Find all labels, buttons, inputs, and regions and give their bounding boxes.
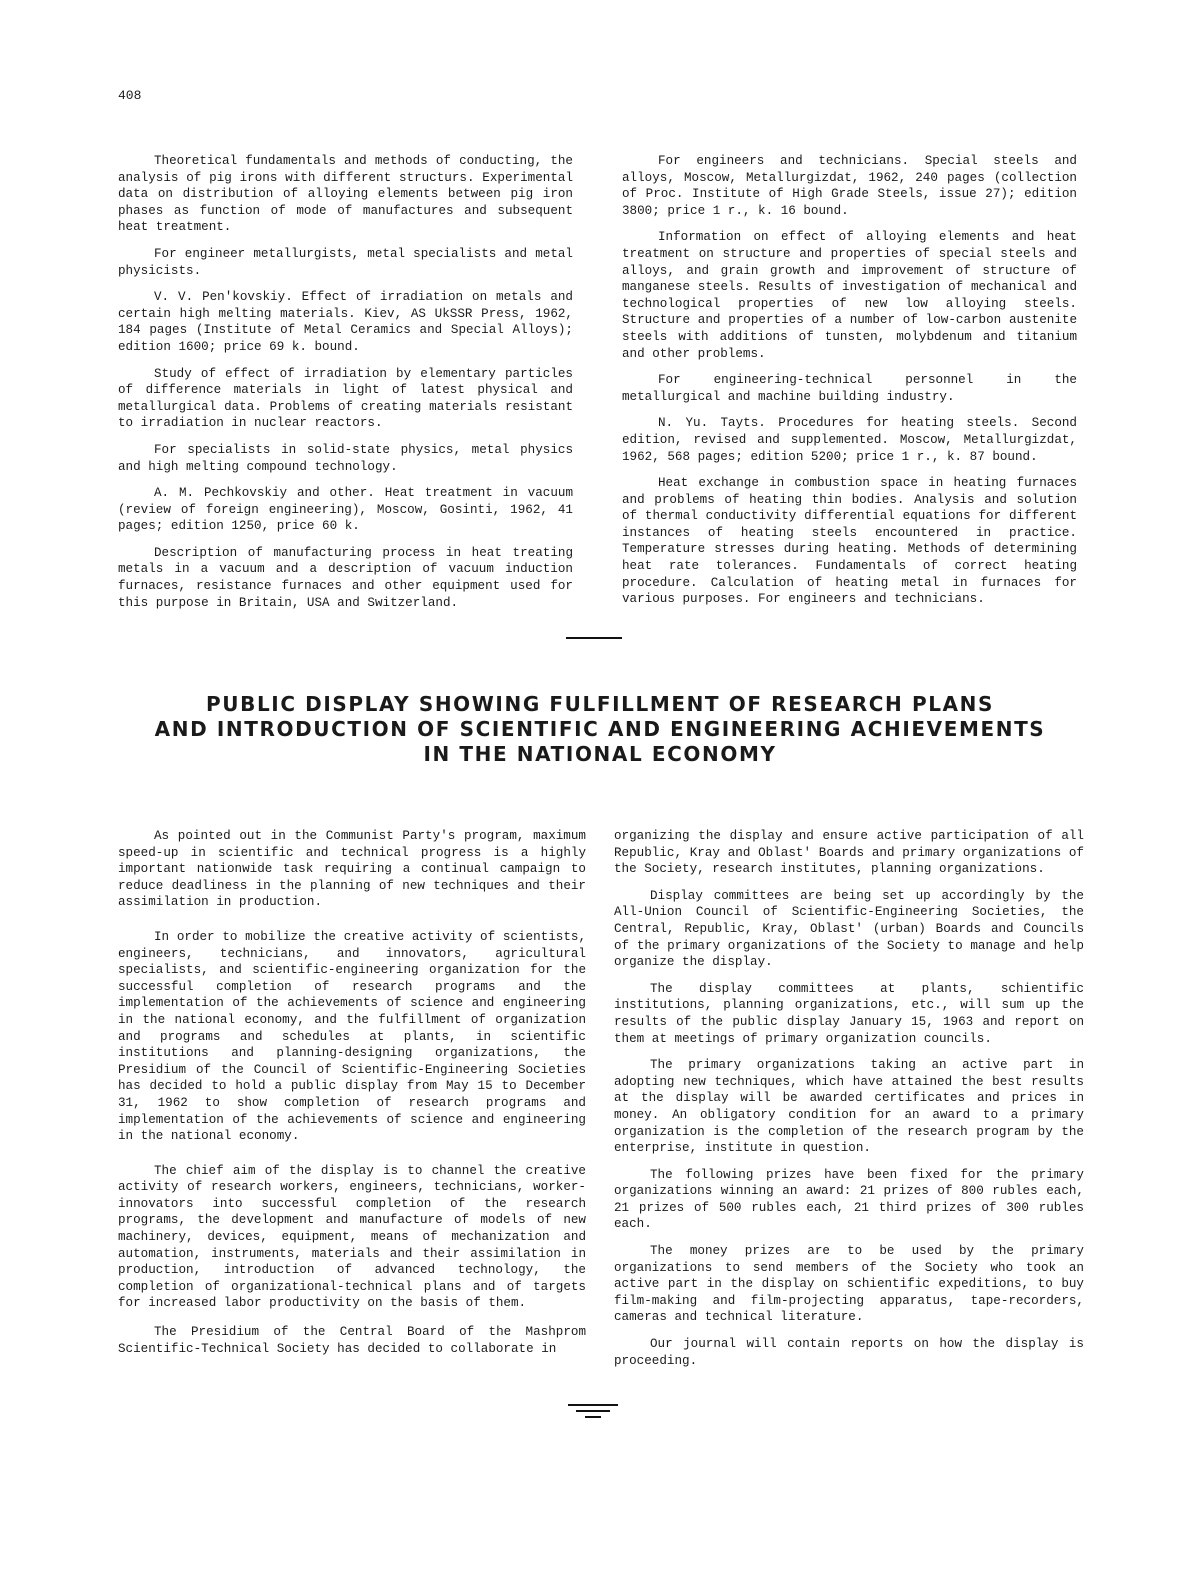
paragraph: As pointed out in the Communist Party's program, maximum speed-up in scientific and technical progress is a highly important nationwide task requiring a continual campaign to reduce deadliness in the planning of new techniques and their assimilation in production. bbox=[118, 829, 586, 910]
paragraph: organizing the display and ensure active participation of all Republic, Kray and Oblast' Boards and primary organizations of the Society, research institutes, planning organizations. bbox=[614, 829, 1084, 877]
article-title bbox=[100, 692, 1100, 767]
paragraph: Display committees are being set up accordingly by the All-Union Council of Scientific-Engineering Societies, the Central, Republic, Kray, Oblast' (urban) Boards and Councils of the primary organizations of the Society to manage and help organize the display. bbox=[614, 888, 1084, 970]
paragraph: The chief aim of the display is to channel the creative activity of research workers, engineers, technicians, worker-innovators into successful completion of the research programs, the development and manufacture of models of new machinery, devices, equipment, means of mechanization and automation, instruments, materials and their assimilation in production, introduction of advanced technology, the completion of organizational-technical plans and of targets for increased labor productivity on the basis of them. bbox=[118, 1163, 586, 1311]
section-divider bbox=[566, 637, 622, 639]
end-of-article-mark bbox=[568, 1402, 618, 1418]
paragraph: The Presidium of the Central Board of the Mashprom Scientific-Technical Society has decided to collaborate in bbox=[118, 1325, 586, 1356]
paragraph: N. Yu. Tayts. Procedures for heating steels. Second edition, revised and supplemented. Moscow, Metallurgizdat, 1962, 568 pages; edition 5200; price 1 r., k. 87 bound. bbox=[622, 416, 1077, 464]
bottom-right-column bbox=[614, 828, 1084, 1379]
page-number: 408 bbox=[118, 88, 142, 103]
paragraph: The primary organizations taking an active part in adopting new techniques, which have attained the best results at the display will be awarded certificates and prices in money. An obligatory condition for an award to a primary organization is the completion of the research program by the enterprise, institute in question. bbox=[614, 1058, 1084, 1156]
paragraph: For engineering-technical personnel in the metallurgical and machine building industry. bbox=[622, 373, 1077, 404]
paragraph: A. M. Pechkovskiy and other. Heat treatment in vacuum (review of foreign engineering), Moscow, Gosinti, 1962, 41 pages; edition 1250, price 60 k. bbox=[118, 486, 573, 534]
paragraph: For engineers and technicians. Special steels and alloys, Moscow, Metallurgizdat, 1962, 240 pages (collection of Proc. Institute of High Grade Steels, issue 27); edition 3800; price 1 r., k. 16 bound. bbox=[622, 154, 1077, 218]
paragraph: In order to mobilize the creative activity of scientists, engineers, technicians, and innovators, agricultural specialists, and scientific-engineering organization for the successful completion of research programs and the implementation of the achievements of science and engineering in the national economy, and the fulfillment of organization and programs and schedules at plants, in scientific institutions and planning-designing organizations, the Presidium of the Council of Scientific-Engineering Societies has decided to hold a public display from May 15 to December 31, 1962 to show completion of research programs and implementation of the achievements of science and engineering in the national economy. bbox=[118, 929, 586, 1144]
bottom-left-column bbox=[118, 828, 586, 1367]
top-right-column bbox=[622, 153, 1077, 618]
paragraph: Information on effect of alloying elements and heat treatment on structure and properties of special steels and alloys, and grain growth and improvement of structure of manganese steels. Results of investigation of mechanical and technological properties of new low alloying steels. Structure and properties of a number of low-carbon austenite steels with additions of tunsten, molybdenum and titanium and other problems. bbox=[622, 230, 1077, 361]
paragraph: Study of effect of irradiation by elementary particles of difference materials in light of latest physical and metallurgical data. Problems of creating materials resistant to irradiation in nuclear reactors. bbox=[118, 366, 573, 431]
article-title-line: IN THE NATIONAL ECONOMY bbox=[423, 742, 777, 766]
paragraph: Our journal will contain reports on how the display is proceeding. bbox=[614, 1337, 1084, 1368]
paragraph: Heat exchange in combustion space in heating furnaces and problems of heating thin bodies. Analysis and solution of thermal conductivity differential equations for different instances of heating steels encountered in practice. Temperature stresses during heating. Methods of determining heat rate tolerances. Fundamentals of correct heating procedure. Calculation of heating metal in furnaces for various purposes. For engineers and technicians. bbox=[622, 476, 1077, 607]
paragraph: V. V. Pen'kovskiy. Effect of irradiation on metals and certain high melting materials. Kiev, AS UkSSR Press, 1962, 184 pages (Institute of Metal Ceramics and Special Alloys); edition 1600; price 69 k. bound. bbox=[118, 290, 573, 354]
article-title-line: PUBLIC DISPLAY SHOWING FULFILLMENT OF RESEARCH PLANS bbox=[206, 692, 994, 716]
paragraph: The money prizes are to be used by the primary organizations to send members of the Society who took an active part in the display on schientific expeditions, to buy film-making and film-projecting apparatus, tape-recorders, cameras and technical literature. bbox=[614, 1244, 1084, 1325]
top-left-column bbox=[118, 153, 573, 621]
paragraph: Description of manufacturing process in heat treating metals in a vacuum and a description of vacuum induction furnaces, resistance furnaces and other equipment used for this purpose in Britain, USA and Switzerland. bbox=[118, 545, 573, 610]
paragraph: The display committees at plants, schientific institutions, planning organizations, etc., will sum up the results of the public display January 15, 1963 and report on them at meetings of primary organization councils. bbox=[614, 981, 1084, 1046]
paragraph: For engineer metallurgists, metal specialists and metal physicists. bbox=[118, 246, 573, 278]
paragraph: Theoretical fundamentals and methods of conducting, the analysis of pig irons with different structurs. Experimental data on distribution of alloying elements between pig iron phases as function of mode of manufactures and subsequent heat treatment. bbox=[118, 154, 573, 235]
paragraph: The following prizes have been fixed for the primary organizations winning an award: 21 prizes of 800 rubles each, 21 prizes of 500 rubles each, 21 third prizes of 300 rubles each. bbox=[614, 1167, 1084, 1232]
paragraph: For specialists in solid-state physics, metal physics and high melting compound technology. bbox=[118, 442, 573, 474]
article-title-line: AND INTRODUCTION OF SCIENTIFIC AND ENGINEERING ACHIEVEMENTS bbox=[154, 717, 1046, 741]
